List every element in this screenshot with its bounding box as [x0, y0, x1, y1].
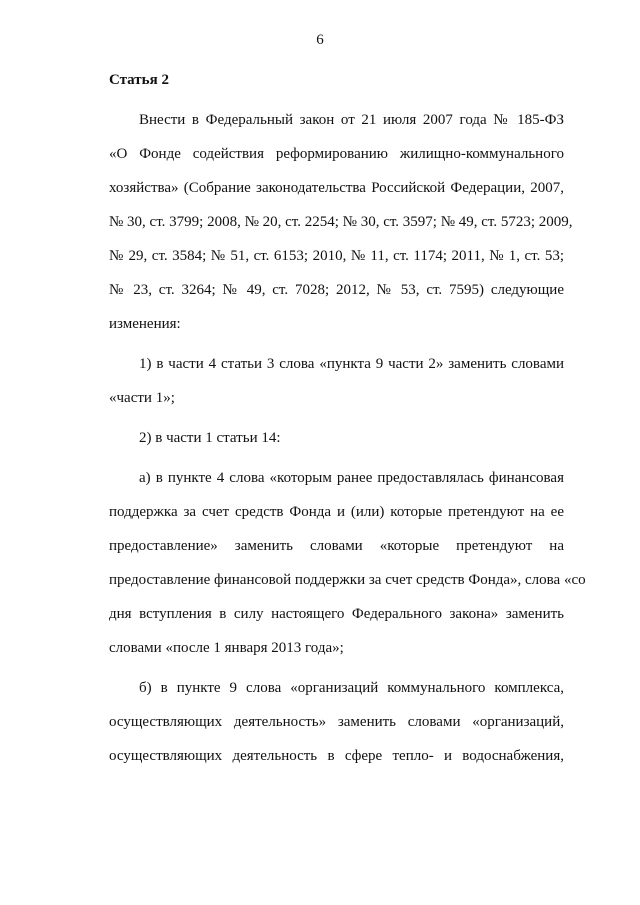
paragraph-item-2: [79, 421, 564, 455]
text-line: № 29, ст. 3584; № 51, ст. 6153; 2010, № 11, ст. 1174; 2011, № 1, ст. 53;: [109, 248, 564, 264]
text-line: осуществляющих деятельность в сфере тепло- и водоснабжения,: [109, 748, 564, 764]
text-line: поддержка за счет средств Фонда и (или) которые претендуют на ее: [109, 504, 564, 520]
article-title: Статья 2: [109, 72, 169, 88]
text-line: а) в пункте 4 слова «которым ранее предоставлялась финансовая: [139, 470, 564, 486]
text-line: предоставление» заменить словами «которые претендуют на: [109, 538, 564, 554]
text-line: б) в пункте 9 слова «организаций коммунального комплекса,: [139, 680, 564, 696]
text-line: хозяйства» (Собрание законодательства Российской Федерации, 2007,: [109, 180, 564, 196]
text-line: дня вступления в силу настоящего Федерального закона» заменить: [109, 606, 564, 622]
text-line: изменения:: [109, 316, 181, 332]
text-line: словами «после 1 января 2013 года»;: [109, 640, 344, 656]
paragraph-subitem-b: [79, 671, 564, 773]
paragraph-item-1: [79, 347, 564, 415]
text-line: 2) в части 1 статьи 14:: [139, 430, 281, 446]
text-line: осуществляющих деятельность» заменить словами «организаций,: [109, 714, 564, 730]
text-line: № 23, ст. 3264; № 49, ст. 7028; 2012, № 53, ст. 7595) следующие: [109, 282, 564, 298]
text-line: предоставление финансовой поддержки за счет средств Фонда», слова «со: [109, 572, 586, 588]
text-line: № 30, ст. 3799; 2008, № 20, ст. 2254; № 30, ст. 3597; № 49, ст. 5723; 2009,: [109, 214, 573, 230]
paragraph-amendment-intro: [79, 103, 573, 341]
text-line: «О Фонде содействия реформированию жилищно-коммунального: [109, 146, 564, 162]
article-body: [79, 103, 586, 773]
text-line: «части 1»;: [109, 390, 175, 406]
text-line: Внести в Федеральный закон от 21 июля 2007 года № 185-ФЗ: [139, 112, 564, 128]
text-line: 1) в части 4 статьи 3 слова «пункта 9 части 2» заменить словами: [139, 356, 564, 372]
paragraph-subitem-a: [79, 461, 586, 665]
page-number: 6: [316, 32, 324, 48]
